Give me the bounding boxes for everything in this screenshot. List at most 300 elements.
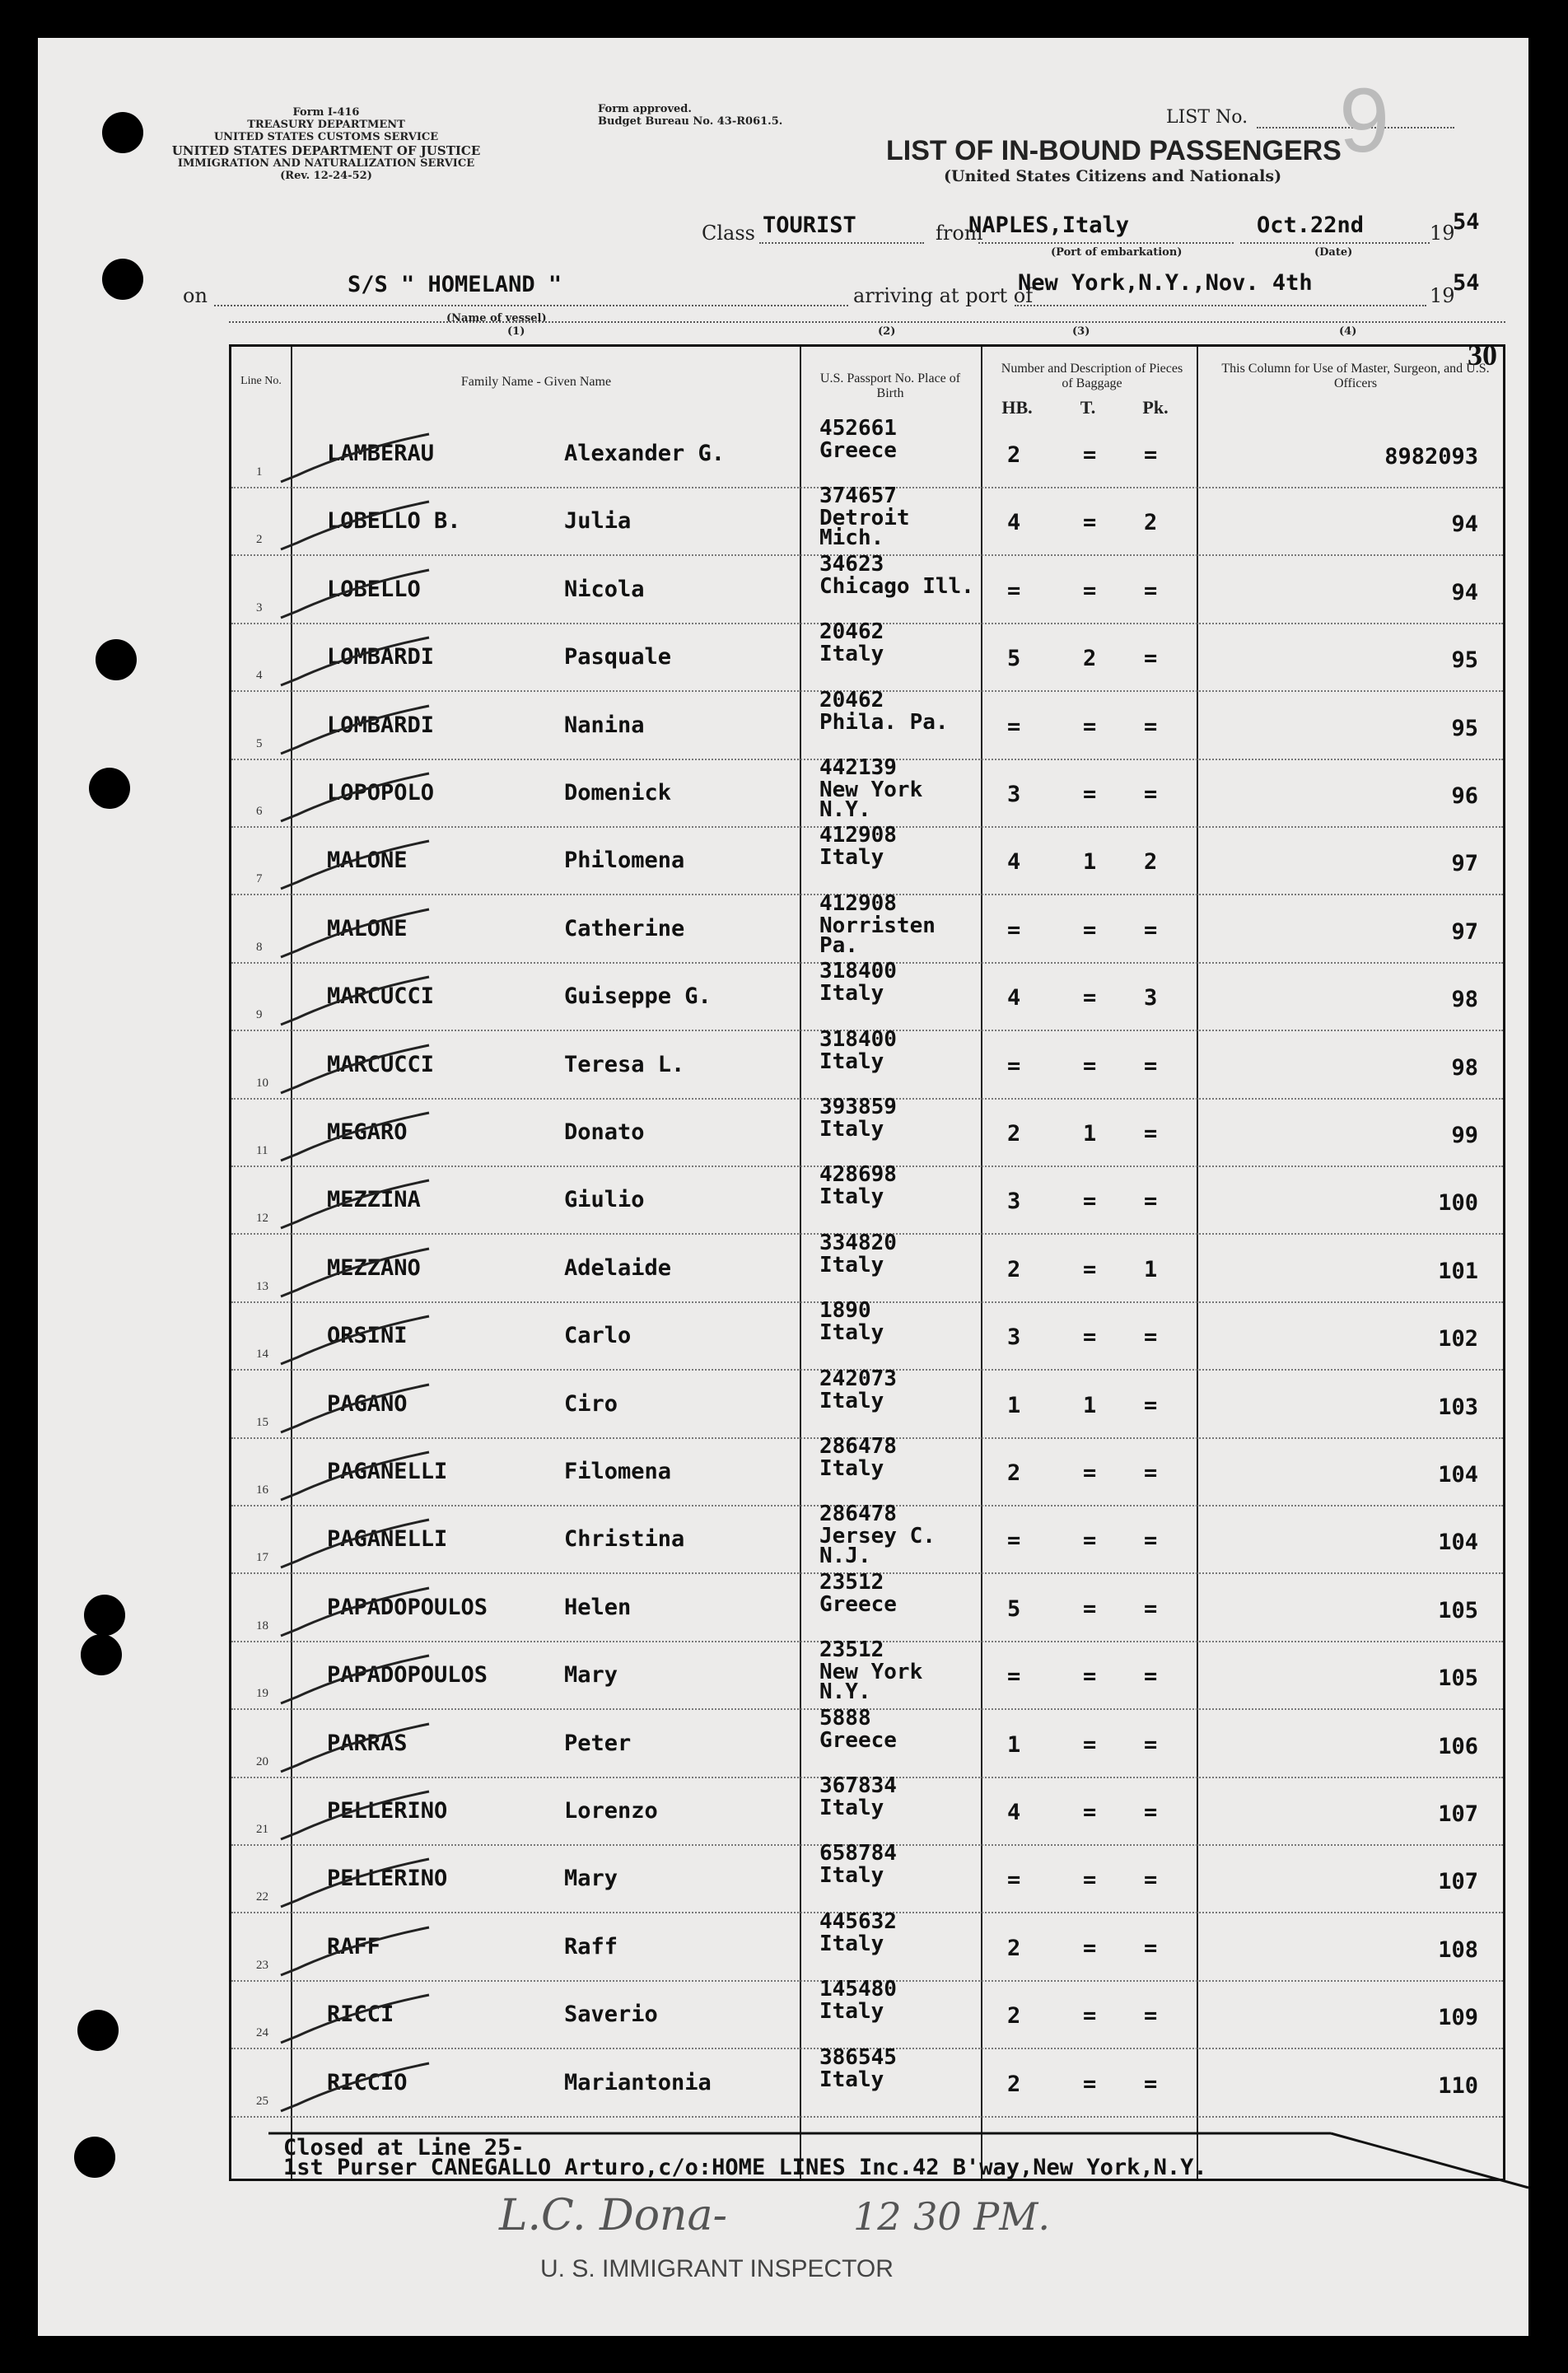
family-name: RICCIO bbox=[327, 2069, 408, 2095]
baggage-hb: = bbox=[1007, 577, 1021, 604]
revision-line: (Rev. 12-24-52) bbox=[280, 170, 372, 182]
baggage-hb: 4 bbox=[1007, 985, 1021, 1011]
page-number: 30 bbox=[1468, 339, 1497, 371]
check-mark bbox=[264, 1513, 446, 1579]
baggage-hb: 4 bbox=[1007, 510, 1021, 536]
place-of-birth: Italy bbox=[819, 1863, 884, 1889]
given-name: Mary bbox=[564, 1866, 618, 1892]
place-of-birth: Italy bbox=[819, 642, 884, 667]
check-mark bbox=[264, 1174, 446, 1240]
place-of-birth: Detroit Mich. bbox=[819, 506, 910, 551]
baggage-hb: 1 bbox=[1007, 1731, 1021, 1758]
family-name: LOBELLO B. bbox=[327, 508, 461, 535]
baggage-t: = bbox=[1083, 1189, 1097, 1215]
family-name: MARCUCCI bbox=[327, 983, 435, 1010]
place-of-birth: New York N.Y. bbox=[819, 778, 923, 822]
inspector-title: U. S. IMMIGRANT INSPECTOR bbox=[540, 2255, 894, 2282]
passport-number: 34623 bbox=[819, 551, 884, 577]
officer-number: 98 bbox=[1451, 987, 1478, 1013]
header-hb: HB. bbox=[1001, 397, 1033, 418]
baggage-hb: 3 bbox=[1007, 782, 1021, 807]
check-mark bbox=[264, 427, 446, 493]
given-name: Alexander G. bbox=[564, 441, 726, 466]
date-line bbox=[1240, 242, 1430, 244]
officer-number: 108 bbox=[1438, 1936, 1478, 1963]
baggage-hb: = bbox=[1007, 917, 1021, 943]
line-number: 17 bbox=[256, 1551, 268, 1565]
place-of-birth: Italy bbox=[819, 1388, 884, 1413]
punch-hole bbox=[81, 1634, 122, 1675]
table-row bbox=[231, 755, 1503, 828]
place-of-birth: Norristen Pa. bbox=[819, 913, 936, 958]
officer-number: 8982093 bbox=[1384, 444, 1478, 469]
arrival-year-prefix: 19 bbox=[1430, 284, 1455, 307]
place-of-birth: Italy bbox=[819, 1320, 884, 1346]
officer-number: 107 bbox=[1438, 1801, 1478, 1827]
family-name: PARRAS bbox=[327, 1730, 408, 1756]
baggage-hb: 2 bbox=[1007, 1256, 1021, 1282]
place-of-birth: Italy bbox=[819, 1999, 884, 2025]
inspector-signature: L.C. Dona- bbox=[499, 2191, 728, 2240]
check-mark bbox=[264, 1717, 446, 1783]
closed-note: Closed at Line 25- bbox=[283, 2135, 525, 2160]
officer-number: 99 bbox=[1451, 1123, 1478, 1148]
baggage-pk: = bbox=[1144, 1731, 1158, 1758]
baggage-pk: = bbox=[1144, 1460, 1158, 1486]
baggage-t: = bbox=[1083, 1256, 1097, 1282]
baggage-pk: = bbox=[1144, 1664, 1158, 1690]
baggage-pk: = bbox=[1144, 782, 1158, 807]
line-number: 4 bbox=[256, 669, 263, 683]
passport-number: 412908 bbox=[819, 823, 897, 848]
place-of-birth: Italy bbox=[819, 1796, 884, 1820]
place-of-birth: Greece bbox=[819, 438, 897, 463]
table-row bbox=[231, 483, 1503, 556]
passport-number: 367834 bbox=[819, 1773, 897, 1798]
passport-number: 412908 bbox=[819, 890, 897, 916]
line-number: 20 bbox=[256, 1754, 268, 1768]
page-subtitle: (United States Citizens and Nationals) bbox=[944, 167, 1282, 185]
baggage-t: = bbox=[1083, 1664, 1097, 1690]
line-number: 12 bbox=[256, 1212, 268, 1226]
passport-number: 442139 bbox=[819, 755, 897, 780]
arrival-year: 54 bbox=[1453, 270, 1480, 296]
table-row bbox=[231, 1908, 1503, 1982]
list-number-label: LIST No. bbox=[1166, 107, 1248, 128]
customs-line: UNITED STATES CUSTOMS SERVICE bbox=[213, 130, 439, 143]
given-name: Raff bbox=[564, 1933, 618, 1960]
officer-number: 102 bbox=[1438, 1326, 1478, 1352]
arrival-line bbox=[1015, 305, 1426, 306]
given-name: Ciro bbox=[564, 1390, 618, 1417]
table-row bbox=[231, 1095, 1503, 1167]
class-label: Class bbox=[702, 222, 755, 245]
baggage-hb: 2 bbox=[1007, 1935, 1021, 1961]
line-number: 16 bbox=[256, 1483, 268, 1497]
baggage-t: 1 bbox=[1083, 1121, 1097, 1147]
baggage-hb: 5 bbox=[1007, 1595, 1021, 1622]
passenger-table bbox=[229, 344, 1505, 2181]
arriving-label: arriving at port of bbox=[853, 284, 1034, 307]
header-line-no: Line No. bbox=[240, 375, 282, 387]
punch-hole bbox=[89, 768, 130, 809]
baggage-t: = bbox=[1083, 782, 1097, 807]
baggage-hb: 5 bbox=[1007, 646, 1021, 672]
baggage-t: = bbox=[1083, 510, 1097, 536]
baggage-pk: = bbox=[1144, 713, 1158, 740]
family-name: LOMBARDI bbox=[327, 644, 435, 670]
given-name: Giulio bbox=[564, 1187, 645, 1213]
passport-number: 5888 bbox=[819, 1705, 871, 1731]
given-name: Helen bbox=[564, 1594, 632, 1620]
punch-hole bbox=[74, 2137, 115, 2178]
passport-number: 286478 bbox=[819, 1502, 897, 1527]
from-label: from bbox=[936, 222, 983, 245]
column-number-3: (3) bbox=[1072, 325, 1090, 338]
document-page bbox=[38, 38, 1528, 2336]
baggage-hb: = bbox=[1007, 1664, 1021, 1690]
officer-number: 105 bbox=[1438, 1597, 1478, 1623]
family-name: MALONE bbox=[327, 848, 408, 874]
date-caption: (Date) bbox=[1314, 246, 1353, 259]
given-name: Teresa L. bbox=[564, 1051, 685, 1077]
family-name: PAGANO bbox=[327, 1390, 408, 1417]
baggage-hb: 4 bbox=[1007, 1800, 1021, 1825]
line-number: 6 bbox=[256, 805, 263, 818]
baggage-t: = bbox=[1083, 1800, 1097, 1825]
passport-number: 334820 bbox=[819, 1230, 897, 1255]
line-number: 3 bbox=[256, 600, 263, 614]
baggage-hb: = bbox=[1007, 1053, 1021, 1079]
place-of-birth: Italy bbox=[819, 1049, 884, 1074]
check-mark bbox=[264, 631, 446, 697]
line-number: 1 bbox=[256, 465, 263, 479]
check-mark bbox=[264, 1785, 446, 1851]
from-line bbox=[978, 242, 1234, 244]
given-name: Adelaide bbox=[564, 1254, 672, 1281]
line-number: 11 bbox=[256, 1144, 268, 1157]
table-row bbox=[231, 959, 1503, 1031]
line-number: 2 bbox=[256, 533, 263, 547]
ins-line: IMMIGRATION AND NATURALIZATION SERVICE bbox=[177, 157, 475, 171]
table-row bbox=[231, 619, 1503, 692]
place-of-birth: Italy bbox=[819, 1184, 884, 1210]
baggage-pk: 3 bbox=[1144, 985, 1158, 1011]
family-name: PAPADOPOULOS bbox=[327, 1594, 488, 1620]
line-number: 14 bbox=[256, 1348, 268, 1362]
passport-number: 658784 bbox=[819, 1841, 897, 1866]
baggage-pk: = bbox=[1144, 1053, 1158, 1079]
port-embarkation-caption: (Port of embarkation) bbox=[1051, 246, 1183, 259]
line-number: 25 bbox=[256, 2094, 268, 2108]
given-name: Christina bbox=[564, 1526, 685, 1553]
officer-number: 97 bbox=[1451, 918, 1478, 945]
family-name: RAFF bbox=[327, 1933, 381, 1960]
column-number-1: (1) bbox=[507, 325, 525, 338]
baggage-t: = bbox=[1083, 2071, 1097, 2097]
officer-number: 103 bbox=[1438, 1394, 1478, 1420]
departure-date: Oct.22nd bbox=[1257, 213, 1365, 238]
place-of-birth: Jersey C. N.J. bbox=[819, 1524, 936, 1569]
officer-number: 104 bbox=[1438, 1462, 1478, 1488]
place-of-birth: Chicago Ill. bbox=[819, 573, 974, 599]
punch-hole bbox=[77, 2010, 119, 2051]
table-row bbox=[231, 1977, 1503, 2049]
table-row bbox=[231, 687, 1503, 760]
place-of-birth: Italy bbox=[819, 1117, 884, 1142]
vessel-line bbox=[214, 305, 848, 306]
given-name: Filomena bbox=[564, 1459, 672, 1484]
table-row bbox=[231, 1841, 1503, 1913]
check-mark bbox=[264, 970, 446, 1036]
family-name: PAGANELLI bbox=[327, 1526, 448, 1553]
baggage-pk: = bbox=[1144, 1324, 1158, 1351]
family-name: MEZZINA bbox=[327, 1187, 421, 1213]
given-name: Catherine bbox=[564, 915, 685, 941]
family-name: LAMBERAU bbox=[327, 441, 435, 466]
check-mark bbox=[264, 1988, 446, 2054]
family-name: PELLERINO bbox=[327, 1798, 448, 1824]
passport-number: 428698 bbox=[819, 1162, 897, 1188]
passport-number: 386545 bbox=[819, 2044, 897, 2070]
officer-number: 105 bbox=[1438, 1665, 1478, 1692]
baggage-t: = bbox=[1083, 1053, 1097, 1079]
baggage-pk: = bbox=[1144, 1392, 1158, 1418]
form-approved: Form approved. bbox=[598, 103, 692, 115]
line-number: 5 bbox=[256, 736, 263, 750]
baggage-t: = bbox=[1083, 985, 1097, 1011]
family-name: PAPADOPOULOS bbox=[327, 1662, 488, 1689]
given-name: Peter bbox=[564, 1730, 632, 1756]
check-mark bbox=[264, 495, 446, 561]
given-name: Mariantonia bbox=[564, 2069, 712, 2095]
baggage-pk: 1 bbox=[1144, 1256, 1158, 1282]
given-name: Pasquale bbox=[564, 644, 672, 670]
place-of-birth: Greece bbox=[819, 1727, 897, 1753]
punch-hole bbox=[84, 1595, 125, 1636]
vessel-caption: (Name of vessel) bbox=[446, 312, 547, 325]
baggage-hb: = bbox=[1007, 1867, 1021, 1894]
officer-number: 104 bbox=[1438, 1530, 1478, 1556]
check-mark bbox=[264, 903, 446, 969]
page-title: LIST OF IN-BOUND PASSENGERS bbox=[886, 135, 1342, 166]
officer-number: 95 bbox=[1451, 715, 1478, 741]
agency-header bbox=[161, 107, 491, 183]
given-name: Domenick bbox=[564, 780, 672, 806]
place-of-birth: Italy bbox=[819, 845, 884, 871]
baggage-hb: 3 bbox=[1007, 1324, 1021, 1351]
line-number: 9 bbox=[256, 1008, 263, 1022]
port-of-embarkation: NAPLES,Italy bbox=[968, 213, 1130, 238]
baggage-pk: = bbox=[1144, 1121, 1158, 1147]
check-mark bbox=[264, 1921, 446, 1987]
table-row bbox=[231, 1366, 1503, 1439]
table-row bbox=[231, 1434, 1503, 1506]
baggage-hb: 1 bbox=[1007, 1392, 1021, 1418]
line-number: 23 bbox=[256, 1958, 268, 1972]
baggage-pk: = bbox=[1144, 577, 1158, 604]
table-row bbox=[231, 890, 1503, 964]
passport-number: 145480 bbox=[819, 1977, 897, 2002]
baggage-t: = bbox=[1083, 1867, 1097, 1894]
baggage-t: 1 bbox=[1083, 849, 1097, 876]
line-number: 22 bbox=[256, 1890, 268, 1904]
officer-number: 95 bbox=[1451, 647, 1478, 674]
baggage-t: 2 bbox=[1083, 646, 1097, 672]
check-mark bbox=[264, 834, 446, 900]
line-number: 24 bbox=[256, 2026, 268, 2040]
baggage-hb: 4 bbox=[1007, 849, 1021, 876]
place-of-birth: Italy bbox=[819, 981, 884, 1007]
table-row bbox=[231, 1773, 1503, 1846]
line-number: 10 bbox=[256, 1076, 268, 1090]
class-value: TOURIST bbox=[763, 213, 856, 238]
header-family-given-name: Family Name - Given Name bbox=[460, 375, 612, 389]
table-row bbox=[231, 1162, 1503, 1235]
check-mark bbox=[264, 1378, 446, 1444]
approval-block bbox=[598, 104, 782, 128]
check-mark bbox=[264, 2057, 446, 2123]
baggage-t: = bbox=[1083, 577, 1097, 604]
signature-time: 12 30 PM. bbox=[853, 2194, 1050, 2239]
table-row bbox=[231, 551, 1503, 624]
passport-number: 20462 bbox=[819, 687, 884, 712]
baggage-hb: = bbox=[1007, 1528, 1021, 1554]
header-officers-column: This Column for Use of Master, Surgeon, and U.S. Officers bbox=[1221, 362, 1490, 390]
departure-year: 54 bbox=[1453, 209, 1480, 235]
baggage-pk: = bbox=[1144, 1867, 1158, 1894]
baggage-t: = bbox=[1083, 2003, 1097, 2030]
baggage-pk: = bbox=[1144, 2071, 1158, 2097]
baggage-t: = bbox=[1083, 1731, 1097, 1758]
baggage-pk: = bbox=[1144, 442, 1158, 468]
table-row bbox=[231, 1026, 1503, 1100]
given-name: Philomena bbox=[564, 848, 685, 874]
closing-line bbox=[260, 2122, 1545, 2196]
baggage-t: = bbox=[1083, 1595, 1097, 1622]
passport-number: 242073 bbox=[819, 1366, 897, 1391]
given-name: Donato bbox=[564, 1119, 645, 1145]
given-name: Saverio bbox=[564, 2002, 658, 2028]
place-of-birth: New York N.Y. bbox=[819, 1660, 923, 1705]
passport-number: 1890 bbox=[819, 1298, 871, 1324]
check-mark bbox=[264, 699, 446, 765]
baggage-t: 1 bbox=[1083, 1392, 1097, 1418]
family-name: MALONE bbox=[327, 915, 408, 941]
justice-line: UNITED STATES DEPARTMENT OF JUSTICE bbox=[171, 142, 481, 158]
punch-hole bbox=[96, 639, 137, 680]
line-number: 13 bbox=[256, 1279, 268, 1293]
check-mark bbox=[264, 767, 446, 833]
baggage-t: = bbox=[1083, 1935, 1097, 1961]
list-number-value: 9 bbox=[1339, 70, 1390, 171]
baggage-hb: 2 bbox=[1007, 2003, 1021, 2030]
passport-number: 20462 bbox=[819, 619, 884, 645]
place-of-birth: Italy bbox=[819, 1252, 884, 1278]
passport-number: 393859 bbox=[819, 1095, 897, 1119]
year-prefix: 19 bbox=[1430, 222, 1455, 245]
baggage-t: = bbox=[1083, 442, 1097, 468]
baggage-hb: 2 bbox=[1007, 1460, 1021, 1486]
on-label: on bbox=[183, 284, 208, 307]
family-name: MEGARO bbox=[327, 1119, 408, 1145]
baggage-pk: 2 bbox=[1144, 849, 1158, 876]
family-name: MARCUCCI bbox=[327, 1051, 435, 1077]
family-name: LOMBARDI bbox=[327, 712, 435, 738]
baggage-pk: = bbox=[1144, 1528, 1158, 1554]
line-number: 19 bbox=[256, 1687, 268, 1701]
line-number: 7 bbox=[256, 872, 263, 886]
officer-number: 94 bbox=[1451, 512, 1478, 538]
officer-number: 97 bbox=[1451, 851, 1478, 877]
officer-number: 107 bbox=[1438, 1869, 1478, 1895]
officer-number: 106 bbox=[1438, 1733, 1478, 1759]
baggage-t: = bbox=[1083, 1460, 1097, 1486]
check-mark bbox=[264, 1106, 446, 1172]
officer-number: 96 bbox=[1451, 783, 1478, 809]
baggage-pk: = bbox=[1144, 1189, 1158, 1215]
family-name: LOBELLO bbox=[327, 576, 421, 602]
baggage-pk: = bbox=[1144, 1800, 1158, 1825]
column-number-2: (2) bbox=[878, 325, 896, 338]
passport-number: 286478 bbox=[819, 1434, 897, 1459]
line-number: 18 bbox=[256, 1619, 268, 1633]
check-mark bbox=[264, 1852, 446, 1918]
table-row bbox=[231, 416, 1503, 488]
line-number: 8 bbox=[256, 940, 263, 954]
form-number: Form I-416 bbox=[292, 106, 360, 119]
punch-hole bbox=[102, 112, 143, 153]
given-name: Carlo bbox=[564, 1323, 632, 1349]
baggage-pk: 2 bbox=[1144, 510, 1158, 536]
passport-number: 452661 bbox=[819, 416, 897, 441]
check-mark bbox=[264, 1039, 446, 1105]
baggage-pk: = bbox=[1144, 646, 1158, 672]
header-passport: U.S. Passport No. Place of Birth bbox=[819, 371, 961, 400]
baggage-t: = bbox=[1083, 917, 1097, 943]
given-name: Mary bbox=[564, 1662, 618, 1689]
check-mark bbox=[264, 1310, 446, 1376]
purser-note: 1st Purser CANEGALLO Arturo,c/o:HOME LINES Inc.42 B'way,New York,N.Y. bbox=[283, 2155, 1207, 2180]
table-row bbox=[231, 1298, 1503, 1371]
baggage-pk: = bbox=[1144, 917, 1158, 943]
table-row bbox=[231, 1569, 1503, 1642]
officer-number: 101 bbox=[1438, 1258, 1478, 1284]
passport-number: 318400 bbox=[819, 1026, 897, 1052]
vessel-name: S/S " HOMELAND " bbox=[348, 272, 562, 297]
given-name: Nicola bbox=[564, 576, 645, 602]
baggage-t: = bbox=[1083, 1528, 1097, 1554]
baggage-pk: = bbox=[1144, 1935, 1158, 1961]
baggage-t: = bbox=[1083, 713, 1097, 740]
header-pk: Pk. bbox=[1142, 397, 1169, 418]
table-row bbox=[231, 1230, 1503, 1303]
column-number-4: (4) bbox=[1339, 325, 1357, 338]
given-name: Julia bbox=[564, 508, 632, 535]
punch-hole bbox=[102, 259, 143, 300]
given-name: Guiseppe G. bbox=[564, 983, 712, 1010]
table-row bbox=[231, 1502, 1503, 1574]
family-name: RICCI bbox=[327, 2002, 394, 2028]
baggage-hb: 2 bbox=[1007, 2071, 1021, 2097]
header-rule bbox=[229, 321, 1505, 323]
officer-number: 94 bbox=[1451, 579, 1478, 605]
baggage-hb: 2 bbox=[1007, 1121, 1021, 1147]
family-name: PELLERINO bbox=[327, 1866, 448, 1892]
check-mark bbox=[264, 1242, 446, 1308]
family-name: ORSINI bbox=[327, 1323, 408, 1349]
line-number: 15 bbox=[256, 1415, 268, 1429]
